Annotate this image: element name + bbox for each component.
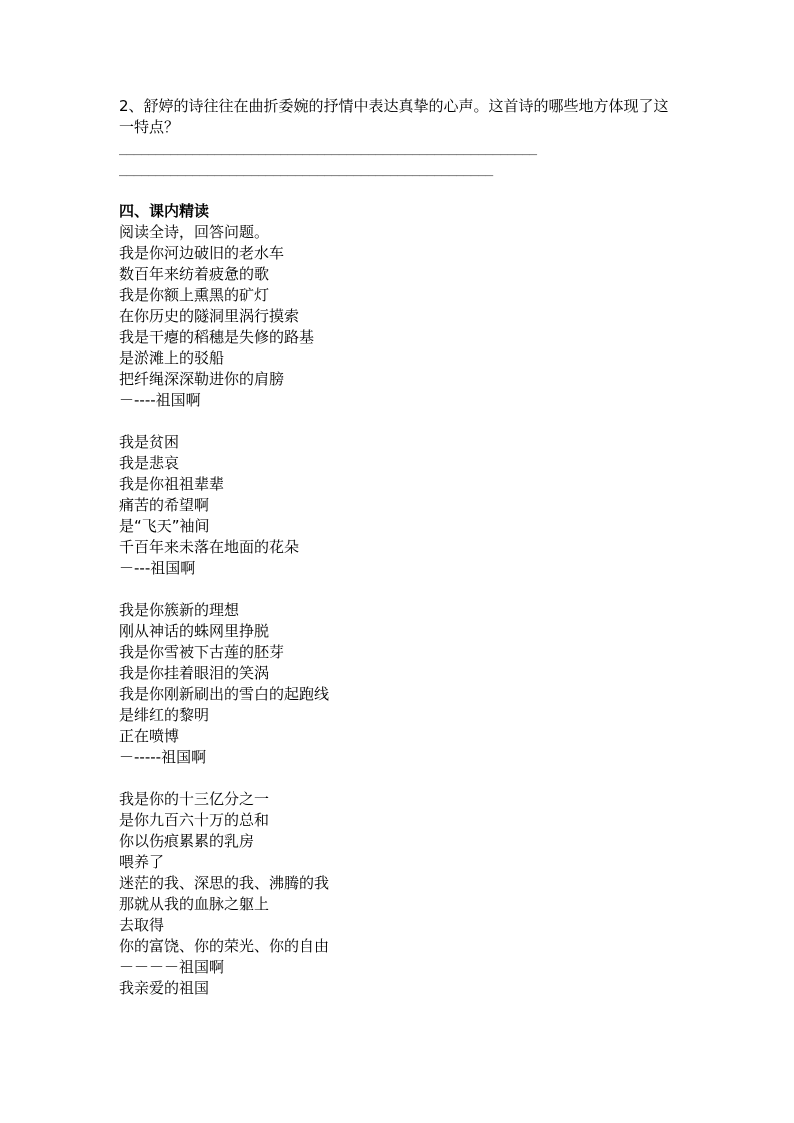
poem-line: 痛苦的希望啊 bbox=[119, 496, 210, 514]
poem-line: －----祖国啊 bbox=[119, 391, 201, 409]
poem-line: 我是你的十三亿分之一 bbox=[119, 790, 270, 808]
poem-line: 你以伤痕累累的乳房 bbox=[119, 832, 255, 850]
poem-line: 在你历史的隧洞里涡行摸索 bbox=[119, 307, 300, 325]
poem-line: 正在喷博 bbox=[119, 727, 180, 745]
poem-line: －－－－祖国啊 bbox=[119, 958, 225, 976]
poem-line: 是你九百六十万的总和 bbox=[119, 811, 270, 829]
poem-line: －-----祖国啊 bbox=[119, 748, 207, 766]
poem-line: 我是贫困 bbox=[119, 433, 180, 451]
poem-line: 是淤滩上的驳船 bbox=[119, 349, 225, 367]
section-instruction: 阅读全诗，回答问题。 bbox=[119, 223, 270, 241]
poem-stanza-1 bbox=[119, 243, 679, 411]
poem-line: 我是你雪被下古莲的胚芽 bbox=[119, 643, 285, 661]
stanza-break bbox=[119, 411, 679, 432]
spacer bbox=[119, 180, 679, 201]
poem-line: 喂养了 bbox=[119, 853, 165, 871]
poem-stanza-3 bbox=[119, 600, 679, 768]
poem-line: 数百年来纺着疲惫的歌 bbox=[119, 265, 270, 283]
poem-line: 我是干瘪的稻穗是失修的路基 bbox=[119, 328, 315, 346]
poem-line: 是“飞天”袖间 bbox=[119, 517, 210, 535]
poem-line: 迷茫的我、深思的我、沸腾的我 bbox=[119, 874, 330, 892]
stanza-break bbox=[119, 768, 679, 789]
poem-stanza-4 bbox=[119, 789, 679, 999]
poem-line: 那就从我的血脉之躯上 bbox=[119, 895, 270, 913]
poem-line: 你的富饶、你的荣光、你的自由 bbox=[119, 937, 330, 955]
section-heading: 四、课内精读 bbox=[119, 202, 210, 220]
answer-line-1: _________________________________________________________ bbox=[119, 141, 537, 156]
stanza-break bbox=[119, 579, 679, 600]
poem-line: 我是你刚新刷出的雪白的起跑线 bbox=[119, 685, 330, 703]
poem-line: 刚从神话的蛛网里挣脱 bbox=[119, 622, 270, 640]
poem-line: 我是你挂着眼泪的笑涡 bbox=[119, 664, 270, 682]
poem-line: 我是你簇新的理想 bbox=[119, 601, 240, 619]
poem-line: 是绯红的黎明 bbox=[119, 706, 210, 724]
poem-line: －---祖国啊 bbox=[119, 559, 196, 577]
poem-line: 我是你河边破旧的老水车 bbox=[119, 244, 285, 262]
question-2-text: 2、舒婷的诗往往在曲折委婉的抒情中表达真挚的心声。这首诗的哪些地方体现了这一特点？ bbox=[119, 97, 669, 136]
poem-stanza-2 bbox=[119, 432, 679, 579]
poem-line: 我是你额上熏黑的矿灯 bbox=[119, 286, 270, 304]
poem-line: 我亲爱的祖国 bbox=[119, 979, 210, 997]
answer-line-2: ___________________________________________________ bbox=[119, 162, 493, 177]
poem-line: 我是你祖祖辈辈 bbox=[119, 475, 225, 493]
document-page bbox=[119, 96, 679, 999]
poem-line: 我是悲哀 bbox=[119, 454, 180, 472]
poem-line: 千百年来未落在地面的花朵 bbox=[119, 538, 300, 556]
poem-line: 把纤绳深深勒进你的肩膀 bbox=[119, 370, 285, 388]
poem-line: 去取得 bbox=[119, 916, 165, 934]
